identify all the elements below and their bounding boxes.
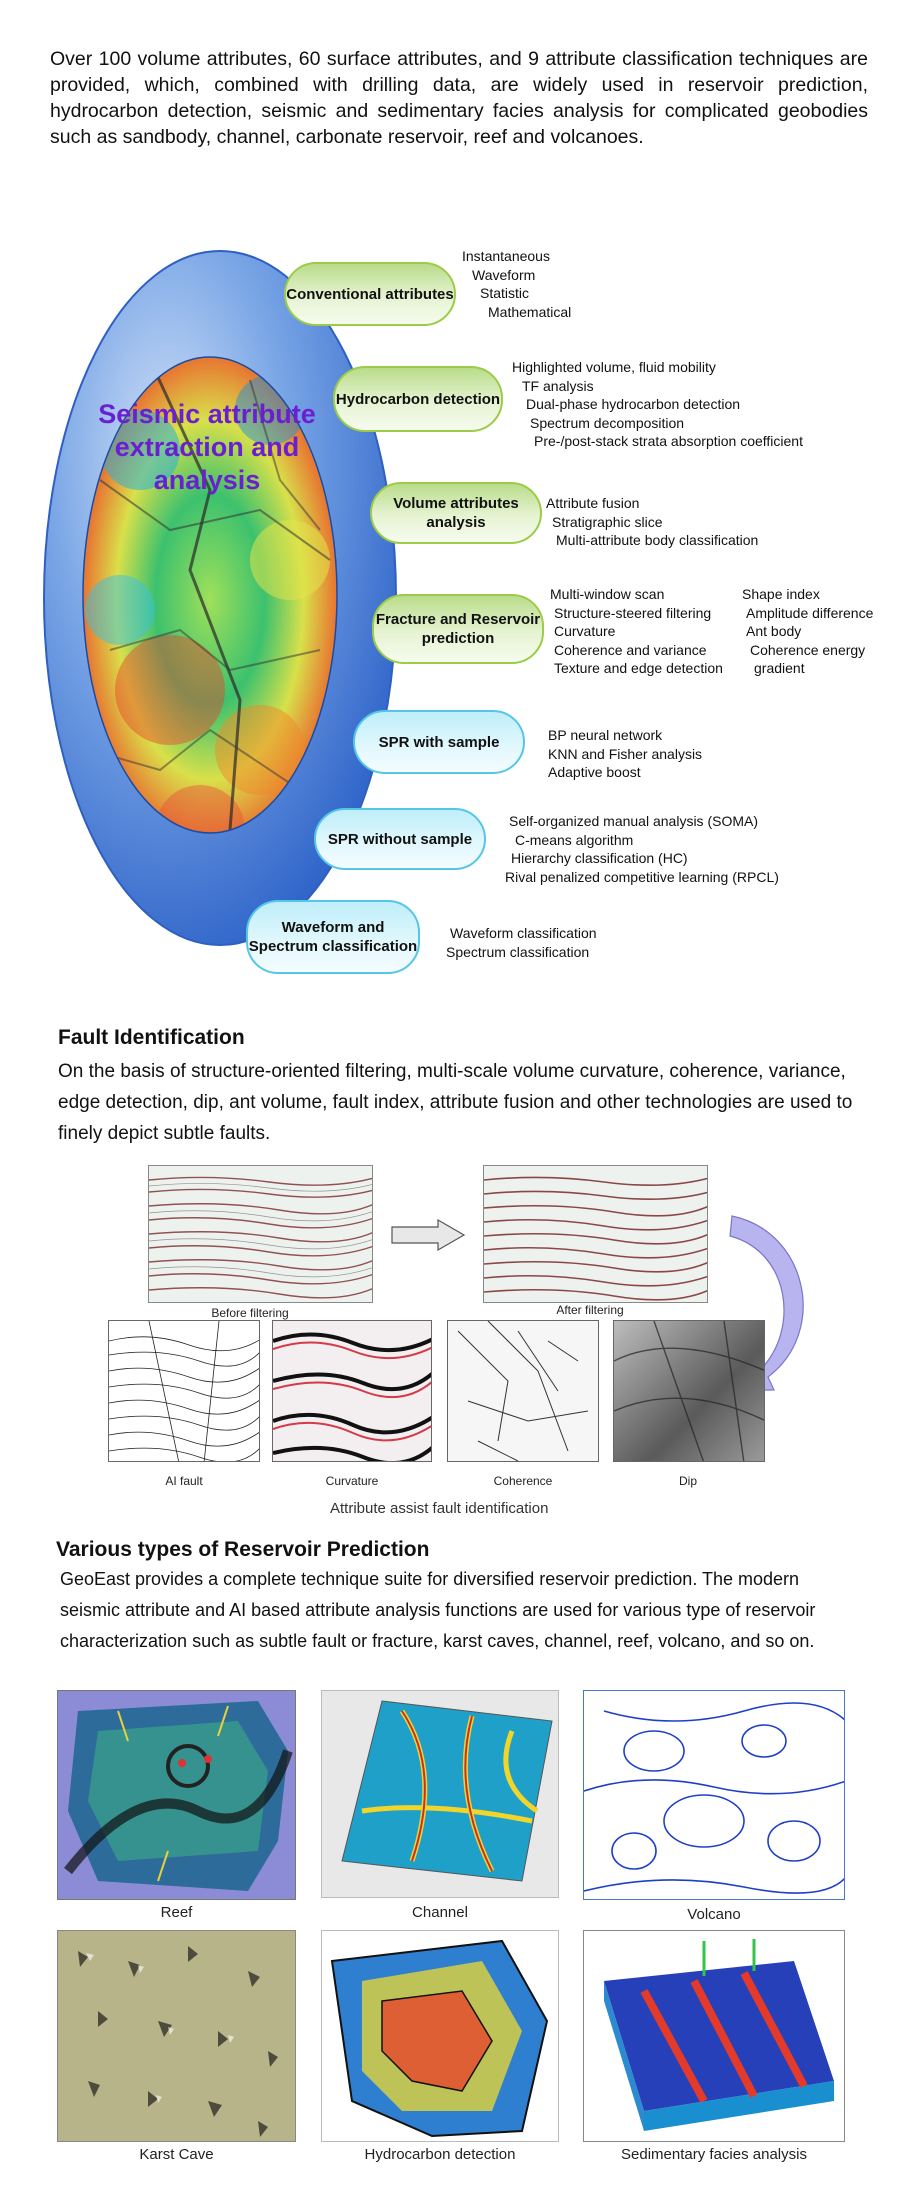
coherence-graphic (448, 1321, 599, 1462)
fault-figure-caption: Attribute assist fault identification (330, 1500, 549, 1517)
dip-graphic (614, 1321, 765, 1462)
fault-section-text: On the basis of structure-oriented filtering, multi-scale volume curvature, coherence, variance, edge detection, dip, ant volume, fault index, attribute fusion and other technologies are used to finely depict subtle faults. (58, 1061, 853, 1144)
curvature-graphic (273, 1321, 432, 1462)
sedimentary-facies-graphic (584, 1931, 845, 2142)
intro-paragraph: Over 100 volume attributes, 60 surface attributes, and 9 attribute classification techniques are provided, which, combined with drilling data, are widely used in reservoir prediction, hydrocarbon detection, seismic and sedimentary facies analysis for complicated geobodies such as sandbody, channel, carbonate reservoir, reef and volcanoes. (50, 48, 868, 148)
seismic-section-graphic (149, 1166, 373, 1303)
panel-label-dip: Dip (678, 1474, 697, 1488)
reef-graphic (58, 1691, 296, 1900)
pill-fracture-reservoir-prediction: Fracture and Reservoir prediction (372, 594, 544, 664)
spr-with-sample-list: BP neural network KNN and Fisher analysis Adaptive boost (548, 727, 703, 780)
pill-hydrocarbon-detection: Hydrocarbon detection (333, 366, 503, 432)
fracture-prediction-list-left: Multi-window scan Structure-steered filtering Curvature Coherence and variance Texture and edge detection (550, 586, 723, 676)
reservoir-section-text: GeoEast provides a complete technique suite for diversified reservoir prediction. The modern seismic attribute and AI based attribute analysis functions are used for various type of reservoir characterization such as subtle fault or fracture, karst caves, channel, reef, volcano, and so on. (60, 1569, 816, 1651)
before-filtering-image (148, 1165, 373, 1303)
sedimentary-facies-image (583, 1930, 845, 2142)
hydrocarbon-detection-image (321, 1930, 559, 2142)
pill-conventional-attributes: Conventional attributes (284, 262, 456, 326)
seismic-section-graphic (484, 1166, 708, 1303)
dip-image (613, 1320, 765, 1462)
caption-karst-cave: Karst Cave (139, 2146, 214, 2163)
coherence-image (447, 1320, 599, 1462)
before-filtering-label: Before filtering (211, 1306, 289, 1320)
spr-without-sample-list: Self-organized manual analysis (SOMA) C-means algorithm Hierarchy classification (HC) Rival penalized competitive learning (RPCL) (505, 813, 779, 885)
pill-spr-without-sample: SPR without sample (314, 808, 486, 870)
pill-volume-attributes-analysis: Volume attributes analysis (370, 482, 542, 544)
pill-spr-with-sample: SPR with sample (353, 710, 525, 774)
karst-cave-graphic (58, 1931, 296, 2142)
hydrocarbon-detection-graphic (322, 1931, 559, 2142)
channel-image (321, 1690, 559, 1898)
after-filtering-image (483, 1165, 708, 1303)
reservoir-section-title: Various types of Reservoir Prediction (56, 1538, 430, 1561)
volume-attributes-list: Attribute fusion Stratigraphic slice Multi-attribute body classification (546, 495, 759, 548)
panel-label-curvature: Curvature (325, 1474, 379, 1488)
caption-reef: Reef (160, 1904, 193, 1921)
volcano-image (583, 1690, 845, 1900)
caption-volcano: Volcano (687, 1906, 741, 1923)
ai-fault-image (108, 1320, 260, 1462)
attribute-diagram (0, 230, 900, 990)
ai-fault-graphic (109, 1321, 260, 1462)
fracture-prediction-list-right: Shape index Amplitude difference Ant body Coherence energy gradient (742, 586, 874, 676)
panel-label-coherence: Coherence (493, 1474, 553, 1488)
caption-sedimentary-facies: Sedimentary facies analysis (621, 2146, 807, 2163)
caption-channel: Channel (412, 1904, 468, 1921)
reef-image (57, 1690, 296, 1900)
curvature-image (272, 1320, 432, 1462)
caption-hydrocarbon-detection: Hydrocarbon detection (364, 2146, 516, 2163)
karst-cave-image (57, 1930, 296, 2142)
waveform-spectrum-list: Waveform classification Spectrum classification (446, 925, 597, 960)
pill-waveform-spectrum-classification: Waveform and Spectrum classification (246, 900, 420, 974)
conventional-attributes-list: Instantaneous Waveform Statistic Mathematical (462, 248, 572, 320)
diagram-center-title: Seismic attribute extraction and analysis (98, 399, 316, 495)
fault-section-title: Fault Identification (58, 1026, 245, 1049)
right-arrow-icon (390, 1218, 466, 1252)
hydrocarbon-detection-list: Highlighted volume, fluid mobility TF analysis Dual-phase hydrocarbon detection Spectrum decomposition Pre-/post-stack strata absorption coefficient (512, 359, 803, 449)
panel-label-ai-fault: AI fault (165, 1474, 203, 1488)
channel-graphic (322, 1691, 559, 1898)
volcano-graphic (584, 1691, 845, 1900)
after-filtering-label: After filtering (556, 1303, 624, 1317)
